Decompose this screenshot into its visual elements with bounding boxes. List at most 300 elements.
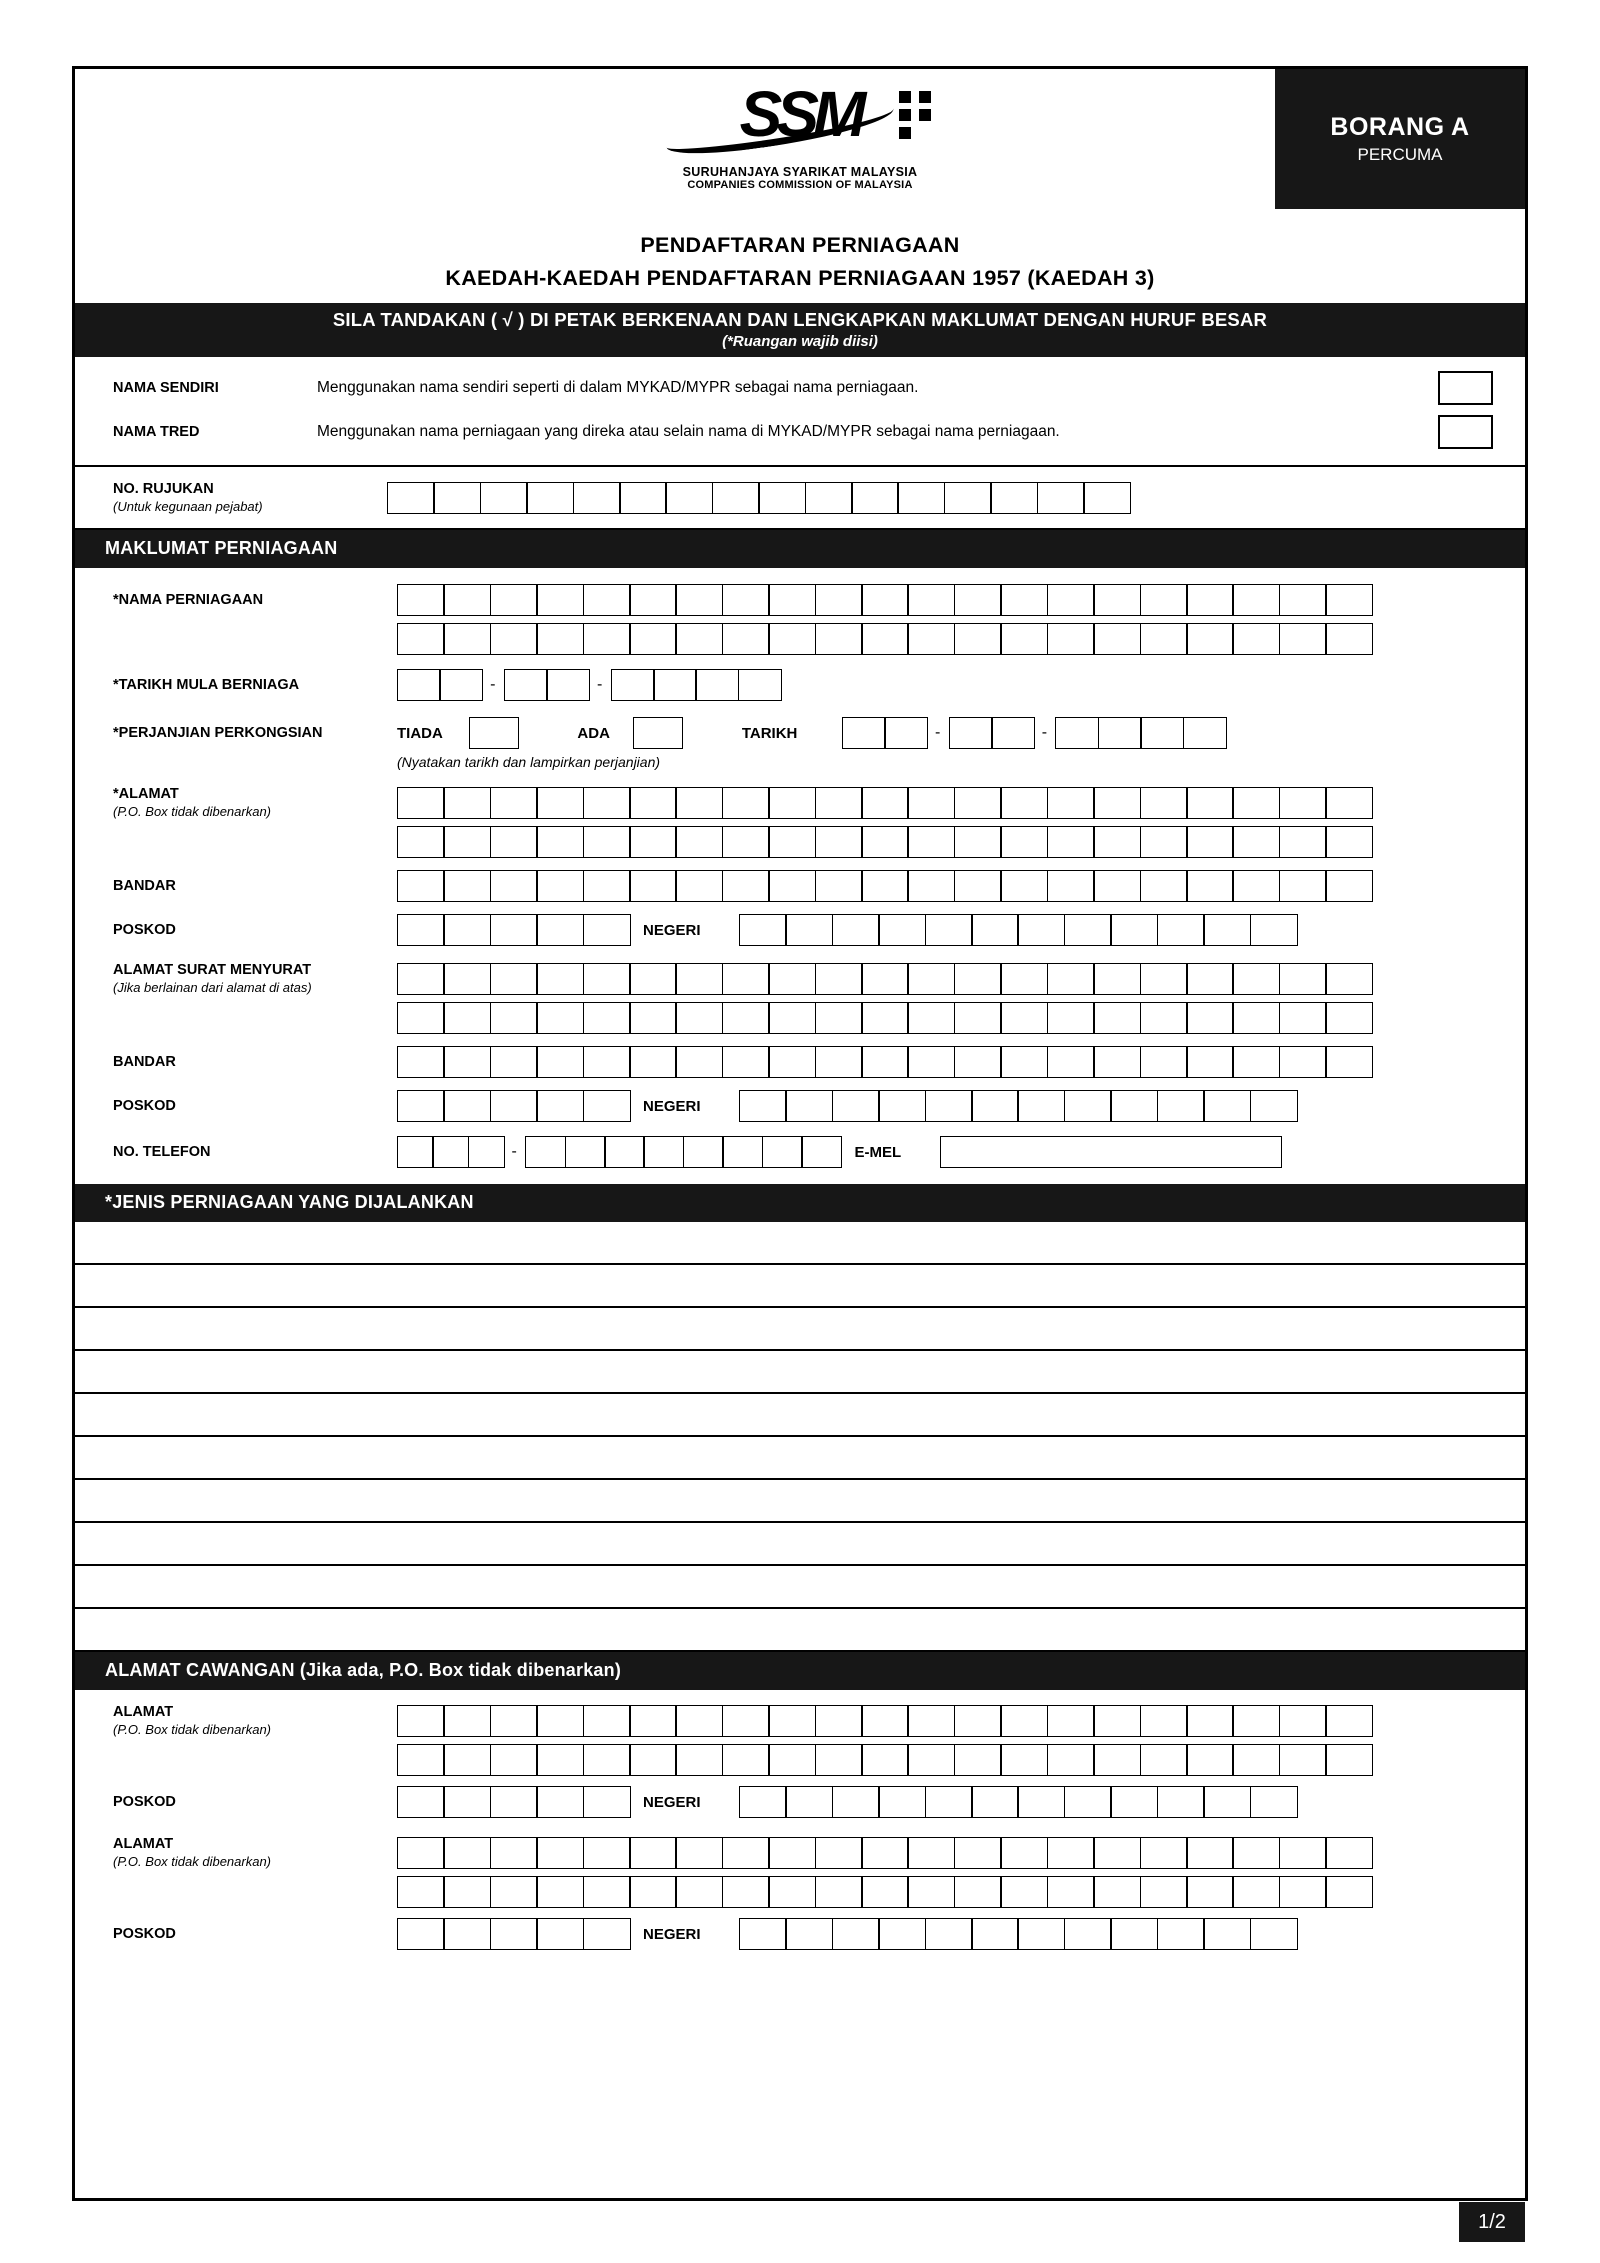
char-box[interactable] (1232, 623, 1280, 655)
char-box[interactable] (768, 1705, 816, 1737)
char-box[interactable] (536, 1705, 584, 1737)
char-box[interactable] (739, 914, 787, 946)
char-box[interactable] (583, 963, 631, 995)
char-box[interactable] (1183, 717, 1227, 749)
char-box[interactable] (1047, 1705, 1095, 1737)
cawangan2-poskod-boxes[interactable] (397, 1918, 629, 1950)
char-box[interactable] (815, 1744, 863, 1776)
char-box[interactable] (1093, 787, 1141, 819)
char-box[interactable] (861, 963, 909, 995)
char-box[interactable] (1064, 1786, 1112, 1818)
char-box[interactable] (629, 1705, 677, 1737)
char-box[interactable] (1047, 1002, 1095, 1034)
char-box[interactable] (815, 787, 863, 819)
jenis-perniagaan-line[interactable] (75, 1480, 1525, 1523)
char-box[interactable] (397, 1046, 445, 1078)
char-box[interactable] (573, 482, 621, 514)
char-box[interactable] (1093, 1002, 1141, 1034)
jenis-perniagaan-line[interactable] (75, 1437, 1525, 1480)
char-box[interactable] (443, 1002, 491, 1034)
char-box[interactable] (1325, 1837, 1373, 1869)
char-box[interactable] (1186, 1705, 1234, 1737)
char-box[interactable] (490, 1786, 538, 1818)
cawangan1-row1-boxes[interactable] (397, 1705, 1372, 1737)
char-box[interactable] (722, 1046, 770, 1078)
char-box[interactable] (954, 870, 1002, 902)
char-box[interactable] (1232, 870, 1280, 902)
char-box[interactable] (1186, 1876, 1234, 1908)
char-box[interactable] (1186, 963, 1234, 995)
char-box[interactable] (907, 1876, 955, 1908)
char-box[interactable] (1017, 1090, 1065, 1122)
char-box[interactable] (1279, 623, 1327, 655)
char-box[interactable] (815, 1876, 863, 1908)
char-box[interactable] (629, 870, 677, 902)
char-box[interactable] (738, 669, 782, 701)
char-box[interactable] (1232, 1002, 1280, 1034)
char-box[interactable] (675, 1876, 723, 1908)
char-box[interactable] (432, 1136, 469, 1168)
char-box[interactable] (583, 914, 631, 946)
char-box[interactable] (1157, 1918, 1205, 1950)
char-box[interactable] (815, 584, 863, 616)
char-box[interactable] (1140, 870, 1188, 902)
perjanjian-day[interactable] (842, 717, 927, 749)
char-box[interactable] (1017, 1918, 1065, 1950)
char-box[interactable] (397, 1744, 445, 1776)
char-box[interactable] (954, 1876, 1002, 1908)
char-box[interactable] (1232, 963, 1280, 995)
char-box[interactable] (954, 1837, 1002, 1869)
char-box[interactable] (1279, 870, 1327, 902)
char-box[interactable] (629, 1046, 677, 1078)
char-box[interactable] (722, 963, 770, 995)
char-box[interactable] (1203, 1090, 1251, 1122)
char-box[interactable] (861, 787, 909, 819)
char-box[interactable] (907, 1744, 955, 1776)
char-box[interactable] (397, 1705, 445, 1737)
negeri2-boxes[interactable] (739, 1090, 1296, 1122)
char-box[interactable] (1047, 870, 1095, 902)
char-box[interactable] (675, 870, 723, 902)
char-box[interactable] (1279, 1876, 1327, 1908)
char-box[interactable] (907, 1705, 955, 1737)
char-box[interactable] (490, 1705, 538, 1737)
char-box[interactable] (971, 1090, 1019, 1122)
char-box[interactable] (954, 1705, 1002, 1737)
char-box[interactable] (990, 482, 1038, 514)
char-box[interactable] (1203, 1786, 1251, 1818)
tarikh-mula-month[interactable] (504, 669, 589, 701)
char-box[interactable] (1140, 1046, 1188, 1078)
char-box[interactable] (1093, 1876, 1141, 1908)
char-box[interactable] (583, 1918, 631, 1950)
char-box[interactable] (878, 1090, 926, 1122)
char-box[interactable] (954, 623, 1002, 655)
char-box[interactable] (861, 1876, 909, 1908)
char-box[interactable] (443, 1744, 491, 1776)
char-box[interactable] (861, 623, 909, 655)
jenis-perniagaan-line[interactable] (75, 1222, 1525, 1265)
perjanjian-tiada-checkbox[interactable] (469, 717, 519, 749)
char-box[interactable] (387, 482, 435, 514)
char-box[interactable] (1093, 870, 1141, 902)
char-box[interactable] (1279, 1837, 1327, 1869)
jenis-perniagaan-line[interactable] (75, 1394, 1525, 1437)
char-box[interactable] (971, 914, 1019, 946)
char-box[interactable] (1000, 584, 1048, 616)
char-box[interactable] (1232, 1705, 1280, 1737)
char-box[interactable] (1186, 787, 1234, 819)
char-box[interactable] (1110, 1918, 1158, 1950)
char-box[interactable] (907, 963, 955, 995)
char-box[interactable] (443, 1876, 491, 1908)
char-box[interactable] (629, 1744, 677, 1776)
char-box[interactable] (1186, 584, 1234, 616)
char-box[interactable] (1000, 1705, 1048, 1737)
cawangan1-row2-boxes[interactable] (397, 1744, 1372, 1776)
char-box[interactable] (768, 1837, 816, 1869)
char-box[interactable] (675, 826, 723, 858)
char-box[interactable] (954, 1046, 1002, 1078)
char-box[interactable] (675, 1002, 723, 1034)
char-box[interactable] (504, 669, 548, 701)
char-box[interactable] (439, 669, 483, 701)
char-box[interactable] (583, 1046, 631, 1078)
char-box[interactable] (1000, 1837, 1048, 1869)
char-box[interactable] (1250, 914, 1298, 946)
char-box[interactable] (629, 1876, 677, 1908)
char-box[interactable] (397, 1002, 445, 1034)
char-box[interactable] (1325, 870, 1373, 902)
char-box[interactable] (443, 584, 491, 616)
char-box[interactable] (1186, 1002, 1234, 1034)
char-box[interactable] (490, 1837, 538, 1869)
char-box[interactable] (536, 787, 584, 819)
char-box[interactable] (1186, 1046, 1234, 1078)
char-box[interactable] (1279, 1705, 1327, 1737)
char-box[interactable] (1140, 623, 1188, 655)
char-box[interactable] (1186, 1744, 1234, 1776)
char-box[interactable] (1093, 623, 1141, 655)
char-box[interactable] (1037, 482, 1085, 514)
char-box[interactable] (433, 482, 481, 514)
char-box[interactable] (991, 717, 1035, 749)
char-box[interactable] (1047, 584, 1095, 616)
char-box[interactable] (665, 482, 713, 514)
char-box[interactable] (954, 787, 1002, 819)
char-box[interactable] (861, 1046, 909, 1078)
char-box[interactable] (1325, 1744, 1373, 1776)
char-box[interactable] (861, 1705, 909, 1737)
negeri-boxes[interactable] (739, 914, 1296, 946)
char-box[interactable] (1093, 963, 1141, 995)
char-box[interactable] (397, 1786, 445, 1818)
char-box[interactable] (490, 1876, 538, 1908)
char-box[interactable] (526, 482, 574, 514)
char-box[interactable] (1140, 787, 1188, 819)
alamat-row1-boxes[interactable] (397, 787, 1372, 819)
char-box[interactable] (907, 623, 955, 655)
char-box[interactable] (1017, 1786, 1065, 1818)
char-box[interactable] (925, 1786, 973, 1818)
char-box[interactable] (1047, 623, 1095, 655)
telefon-prefix-boxes[interactable] (397, 1136, 503, 1168)
char-box[interactable] (1279, 963, 1327, 995)
char-box[interactable] (443, 826, 491, 858)
char-box[interactable] (954, 1744, 1002, 1776)
char-box[interactable] (878, 1786, 926, 1818)
char-box[interactable] (675, 1837, 723, 1869)
char-box[interactable] (583, 787, 631, 819)
char-box[interactable] (907, 787, 955, 819)
alamat-surat-row1-boxes[interactable] (397, 963, 1372, 995)
no-rujukan-boxes[interactable] (387, 482, 1130, 514)
char-box[interactable] (722, 1744, 770, 1776)
char-box[interactable] (536, 1876, 584, 1908)
char-box[interactable] (1064, 1090, 1112, 1122)
char-box[interactable] (490, 787, 538, 819)
cawangan2-row2-boxes[interactable] (397, 1876, 1372, 1908)
char-box[interactable] (1093, 1744, 1141, 1776)
char-box[interactable] (722, 826, 770, 858)
char-box[interactable] (583, 584, 631, 616)
char-box[interactable] (525, 1136, 566, 1168)
char-box[interactable] (629, 623, 677, 655)
char-box[interactable] (397, 1837, 445, 1869)
char-box[interactable] (722, 1705, 770, 1737)
char-box[interactable] (722, 1876, 770, 1908)
char-box[interactable] (443, 1046, 491, 1078)
char-box[interactable] (1000, 1002, 1048, 1034)
char-box[interactable] (1279, 1002, 1327, 1034)
char-box[interactable] (768, 870, 816, 902)
char-box[interactable] (954, 826, 1002, 858)
char-box[interactable] (1325, 623, 1373, 655)
char-box[interactable] (490, 963, 538, 995)
telefon-number-boxes[interactable] (525, 1136, 840, 1168)
char-box[interactable] (1110, 914, 1158, 946)
char-box[interactable] (1325, 1876, 1373, 1908)
char-box[interactable] (490, 914, 538, 946)
tarikh-mula-day[interactable] (397, 669, 482, 701)
tarikh-mula-year[interactable] (611, 669, 781, 701)
char-box[interactable] (832, 1090, 880, 1122)
char-box[interactable] (722, 1136, 763, 1168)
char-box[interactable] (397, 669, 441, 701)
char-box[interactable] (768, 1744, 816, 1776)
cawangan1-poskod-boxes[interactable] (397, 1786, 629, 1818)
char-box[interactable] (1250, 1918, 1298, 1950)
char-box[interactable] (490, 1744, 538, 1776)
char-box[interactable] (768, 623, 816, 655)
char-box[interactable] (1325, 963, 1373, 995)
char-box[interactable] (815, 1705, 863, 1737)
char-box[interactable] (675, 584, 723, 616)
char-box[interactable] (629, 787, 677, 819)
char-box[interactable] (815, 1002, 863, 1034)
char-box[interactable] (1140, 1002, 1188, 1034)
bandar-boxes[interactable] (397, 870, 1372, 902)
char-box[interactable] (722, 1837, 770, 1869)
char-box[interactable] (583, 623, 631, 655)
char-box[interactable] (1064, 1918, 1112, 1950)
char-box[interactable] (397, 1918, 445, 1950)
nama-sendiri-checkbox[interactable] (1438, 371, 1493, 405)
cawangan2-negeri-boxes[interactable] (739, 1918, 1296, 1950)
char-box[interactable] (739, 1918, 787, 1950)
char-box[interactable] (1000, 870, 1048, 902)
char-box[interactable] (490, 1090, 538, 1122)
char-box[interactable] (443, 963, 491, 995)
char-box[interactable] (683, 1136, 724, 1168)
char-box[interactable] (1055, 717, 1099, 749)
char-box[interactable] (1232, 1046, 1280, 1078)
char-box[interactable] (768, 584, 816, 616)
bandar2-boxes[interactable] (397, 1046, 1372, 1078)
poskod-boxes[interactable] (397, 914, 629, 946)
char-box[interactable] (884, 717, 928, 749)
char-box[interactable] (878, 1918, 926, 1950)
char-box[interactable] (1186, 870, 1234, 902)
nama-tred-checkbox[interactable] (1438, 415, 1493, 449)
char-box[interactable] (490, 623, 538, 655)
char-box[interactable] (1186, 826, 1234, 858)
char-box[interactable] (1083, 482, 1131, 514)
char-box[interactable] (1140, 1705, 1188, 1737)
char-box[interactable] (1325, 1705, 1373, 1737)
char-box[interactable] (861, 870, 909, 902)
char-box[interactable] (490, 1046, 538, 1078)
char-box[interactable] (443, 1090, 491, 1122)
char-box[interactable] (785, 1918, 833, 1950)
char-box[interactable] (1140, 963, 1188, 995)
char-box[interactable] (1093, 1837, 1141, 1869)
char-box[interactable] (536, 584, 584, 616)
char-box[interactable] (490, 870, 538, 902)
char-box[interactable] (536, 1786, 584, 1818)
char-box[interactable] (583, 870, 631, 902)
char-box[interactable] (1232, 584, 1280, 616)
char-box[interactable] (1047, 1744, 1095, 1776)
char-box[interactable] (1250, 1786, 1298, 1818)
char-box[interactable] (861, 1002, 909, 1034)
char-box[interactable] (785, 1786, 833, 1818)
char-box[interactable] (1140, 1876, 1188, 1908)
char-box[interactable] (832, 1918, 880, 1950)
char-box[interactable] (971, 1918, 1019, 1950)
char-box[interactable] (815, 870, 863, 902)
perjanjian-year[interactable] (1055, 717, 1225, 749)
alamat-surat-row2-boxes[interactable] (397, 1002, 1372, 1034)
char-box[interactable] (1157, 1786, 1205, 1818)
poskod2-boxes[interactable] (397, 1090, 629, 1122)
char-box[interactable] (1250, 1090, 1298, 1122)
char-box[interactable] (1000, 787, 1048, 819)
char-box[interactable] (815, 1046, 863, 1078)
char-box[interactable] (397, 963, 445, 995)
char-box[interactable] (1110, 1786, 1158, 1818)
char-box[interactable] (490, 584, 538, 616)
char-box[interactable] (1232, 1876, 1280, 1908)
char-box[interactable] (1140, 1744, 1188, 1776)
char-box[interactable] (739, 1786, 787, 1818)
char-box[interactable] (815, 623, 863, 655)
char-box[interactable] (1279, 584, 1327, 616)
char-box[interactable] (971, 1786, 1019, 1818)
char-box[interactable] (397, 623, 445, 655)
char-box[interactable] (925, 914, 973, 946)
char-box[interactable] (443, 1705, 491, 1737)
char-box[interactable] (925, 1918, 973, 1950)
char-box[interactable] (536, 914, 584, 946)
char-box[interactable] (629, 1002, 677, 1034)
char-box[interactable] (1232, 1837, 1280, 1869)
char-box[interactable] (842, 717, 886, 749)
char-box[interactable] (397, 1876, 445, 1908)
char-box[interactable] (397, 1136, 434, 1168)
char-box[interactable] (629, 826, 677, 858)
char-box[interactable] (1325, 826, 1373, 858)
cawangan2-row1-boxes[interactable] (397, 1837, 1372, 1869)
char-box[interactable] (832, 914, 880, 946)
char-box[interactable] (925, 1090, 973, 1122)
char-box[interactable] (1047, 1046, 1095, 1078)
char-box[interactable] (907, 870, 955, 902)
char-box[interactable] (565, 1136, 606, 1168)
char-box[interactable] (1093, 826, 1141, 858)
char-box[interactable] (1000, 623, 1048, 655)
char-box[interactable] (536, 623, 584, 655)
char-box[interactable] (768, 826, 816, 858)
char-box[interactable] (443, 623, 491, 655)
char-box[interactable] (815, 1837, 863, 1869)
char-box[interactable] (583, 1837, 631, 1869)
char-box[interactable] (1000, 1046, 1048, 1078)
char-box[interactable] (1093, 1705, 1141, 1737)
char-box[interactable] (1203, 1918, 1251, 1950)
char-box[interactable] (907, 584, 955, 616)
char-box[interactable] (801, 1136, 842, 1168)
char-box[interactable] (629, 963, 677, 995)
char-box[interactable] (629, 584, 677, 616)
char-box[interactable] (536, 963, 584, 995)
char-box[interactable] (878, 914, 926, 946)
char-box[interactable] (768, 1876, 816, 1908)
alamat-row2-boxes[interactable] (397, 826, 1372, 858)
char-box[interactable] (758, 482, 806, 514)
char-box[interactable] (443, 1837, 491, 1869)
jenis-perniagaan-line[interactable] (75, 1265, 1525, 1308)
char-box[interactable] (1047, 1837, 1095, 1869)
char-box[interactable] (1000, 1876, 1048, 1908)
jenis-perniagaan-line[interactable] (75, 1609, 1525, 1652)
char-box[interactable] (722, 870, 770, 902)
char-box[interactable] (583, 1705, 631, 1737)
char-box[interactable] (861, 1744, 909, 1776)
char-box[interactable] (611, 669, 655, 701)
char-box[interactable] (490, 1002, 538, 1034)
char-box[interactable] (1093, 1046, 1141, 1078)
char-box[interactable] (722, 623, 770, 655)
char-box[interactable] (675, 1744, 723, 1776)
cawangan1-negeri-boxes[interactable] (739, 1786, 1296, 1818)
char-box[interactable] (619, 482, 667, 514)
char-box[interactable] (1232, 1744, 1280, 1776)
char-box[interactable] (1279, 1744, 1327, 1776)
char-box[interactable] (1232, 787, 1280, 819)
char-box[interactable] (583, 1876, 631, 1908)
